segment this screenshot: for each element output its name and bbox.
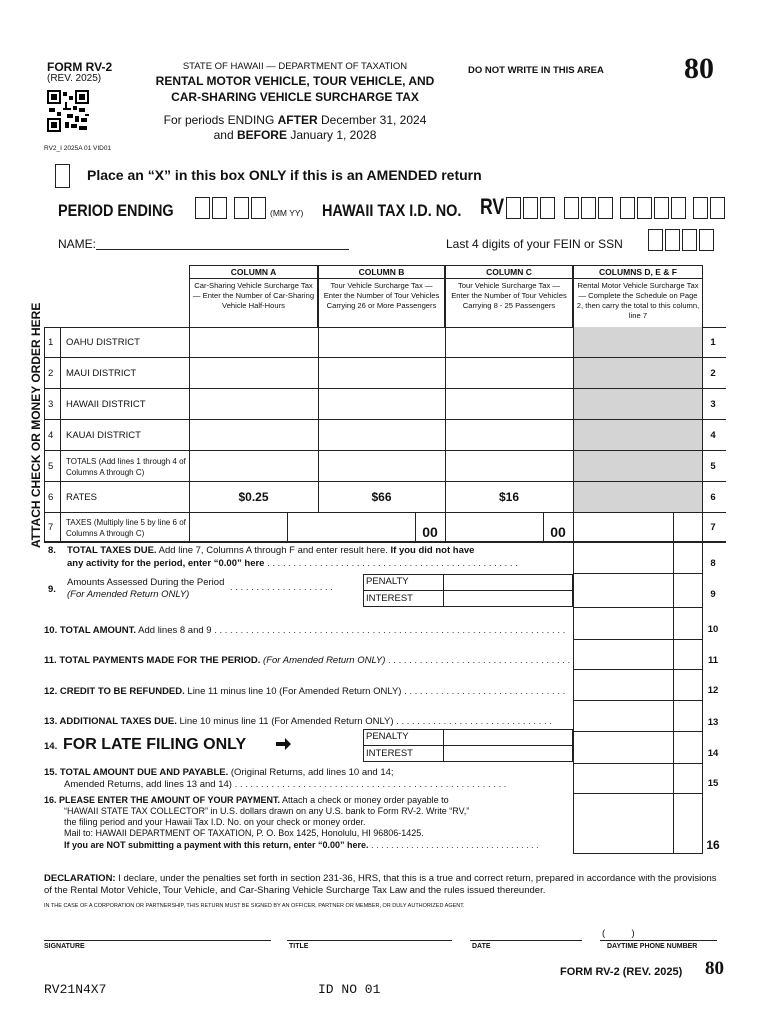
- right-num-6: 6: [710, 492, 716, 503]
- line-16-text2: “HAWAII STATE TAX COLLECTOR” in U.S. dollars drawn on any U.S. bank to Form RV-2. Write “RV,”: [64, 806, 470, 816]
- line-5-number: 5: [48, 461, 54, 472]
- name-label: NAME:: [58, 237, 97, 251]
- arrow-right-icon: [276, 737, 292, 756]
- right-num-3: 3: [710, 399, 716, 410]
- line-2-label: MAUI DISTRICT: [66, 368, 137, 379]
- signing-authority-note: IN THE CASE OF A CORPORATION OR PARTNERSHIP, THIS RETURN MUST BE SIGNED BY AN OFFICER, PARTNER OR MEMBER, OR DULY AUTHORIZED AGENT.: [44, 903, 465, 909]
- period-year-field[interactable]: [234, 197, 268, 219]
- right-num-12: 12: [707, 685, 719, 696]
- period-range-line2: and BEFORE January 1, 2028: [213, 128, 377, 142]
- line-8-text: TOTAL TAXES DUE. Add line 7, Columns A through F and enter result here. If you did not have: [67, 545, 475, 556]
- amended-checkbox[interactable]: [55, 164, 70, 188]
- signature-label: SIGNATURE: [44, 943, 85, 950]
- form-name: FORM RV-2: [47, 60, 113, 74]
- right-num-10: 10: [707, 624, 719, 635]
- line-8-number: 8.: [48, 545, 56, 556]
- line-9-number: 9.: [48, 584, 56, 595]
- line-15-text: 15. TOTAL AMOUNT DUE AND PAYABLE. (Original Returns, add lines 10 and 14;: [44, 767, 394, 778]
- footer-scan-code: RV21N4X7: [44, 982, 107, 997]
- line-14-penalty-label: PENALTY: [366, 731, 409, 742]
- line-7-col-def-cents[interactable]: [673, 512, 703, 542]
- form-revision: (REV. 2025): [47, 73, 102, 84]
- right-num-9: 9: [710, 589, 716, 600]
- date-field[interactable]: [470, 940, 582, 941]
- column-a-header: COLUMN A Car-Sharing Vehicle Surcharge Tax — Enter the Number of Car-Sharing Vehicle Half-Hours: [189, 265, 318, 328]
- line-9-penalty-label: PENALTY: [366, 576, 409, 587]
- line-9-interest-label: INTEREST: [366, 593, 413, 604]
- name-input[interactable]: [96, 249, 349, 250]
- right-num-14: 14: [707, 748, 719, 759]
- line-1-number: 1: [48, 337, 54, 348]
- line-13-text: 13. ADDITIONAL TAXES DUE. Line 10 minus line 11 (For Amended Return ONLY) . . . . . . . . . . . . . . . . . . . . . . . . . . . . . .: [44, 716, 552, 727]
- phone-field[interactable]: [600, 940, 717, 941]
- line-7-number: 7: [48, 522, 54, 533]
- rate-column-a: $0.25: [238, 490, 269, 504]
- right-num-13: 13: [707, 717, 719, 728]
- tax-id-group3[interactable]: [620, 197, 688, 219]
- right-num-15: 15: [707, 778, 719, 789]
- right-num-2: 2: [710, 368, 716, 379]
- column-def-header: COLUMNS D, E & F Rental Motor Vehicle Surcharge Tax— Complete the Schedule on Page 2, then carry the total to this column, line 7: [573, 265, 703, 328]
- line-3-number: 3: [48, 399, 54, 410]
- agency-name: STATE OF HAWAII — DEPARTMENT OF TAXATION: [182, 61, 408, 72]
- qr-code-icon: [47, 90, 89, 132]
- title-field[interactable]: [287, 940, 452, 941]
- line-16-text: 16. PLEASE ENTER THE AMOUNT OF YOUR PAYMENT. Attach a check or money order payable to: [44, 795, 449, 805]
- tax-id-group1[interactable]: [506, 197, 557, 219]
- rate-column-b: $66: [371, 490, 392, 504]
- right-num-5: 5: [710, 461, 716, 472]
- tax-id-label: HAWAII TAX I.D. NO.: [322, 201, 462, 220]
- form-title-line2: CAR-SHARING VEHICLE SURCHARGE TAX: [171, 90, 419, 104]
- column-b-header: COLUMN B Tour Vehicle Surcharge Tax — Enter the Number of Tour Vehicles Carrying 26 or More Passengers: [318, 265, 445, 328]
- line-14-interest-label: INTEREST: [366, 748, 413, 759]
- right-num-11: 11: [707, 655, 719, 666]
- title-label: TITLE: [289, 943, 309, 950]
- right-num-4: 4: [710, 430, 716, 441]
- line-2-number: 2: [48, 368, 54, 379]
- line-16-text5: If you are NOT submitting a payment with this return, enter “0.00” here. . . . . . . . . . . . . . . . . . . . . . . . . . . . . . . . . . .: [64, 840, 539, 850]
- do-not-write-label: DO NOT WRITE IN THIS AREA: [468, 65, 604, 76]
- amended-label: Place an “X” in this box ONLY if this is an AMENDED return: [87, 167, 482, 183]
- line-7-col-def-dollars[interactable]: [573, 512, 673, 542]
- line-16-text4: Mail to: HAWAII DEPARTMENT OF TAXATION, P. O. Box 1425, Honolulu, HI 96806-1425.: [64, 828, 424, 838]
- declaration-text: DECLARATION: I declare, under the penalties set forth in section 231-36, HRS, that this is a true and correct return, prepared in accordance with the provisions of the Rental Motor Vehicle, Tour Vehicle, and Car-Sharing Vehicle Surcharge Tax Law and the rules issued thereunder.: [44, 873, 717, 896]
- line-6-label: RATES: [66, 492, 97, 503]
- form-code: RV2_I 2025A 01 VID01: [44, 145, 112, 152]
- phone-label: DAYTIME PHONE NUMBER: [607, 943, 698, 950]
- line-4-number: 4: [48, 430, 54, 441]
- form-title-line1: RENTAL MOTOR VEHICLE, TOUR VEHICLE, AND: [155, 74, 435, 88]
- period-range-line1: For periods ENDING AFTER December 31, 2024: [163, 113, 427, 127]
- line-1-label: OAHU DISTRICT: [66, 337, 140, 348]
- footer-form-name: FORM RV-2 (REV. 2025): [560, 966, 683, 978]
- line-5-label: TOTALS (Add lines 1 through 4 of Columns A through C): [66, 457, 186, 477]
- fein-label: Last 4 digits of your FEIN or SSN: [446, 237, 623, 251]
- line-7-col-b-dollars[interactable]: [287, 512, 415, 542]
- line-7-col-c-dollars[interactable]: [445, 512, 543, 542]
- fein-field[interactable]: [648, 229, 716, 251]
- line-7-col-b-cents-value: 00: [422, 524, 438, 540]
- phone-area-code: ( ): [602, 928, 635, 939]
- right-num-16: 16: [706, 838, 720, 852]
- line-14-text: FOR LATE FILING ONLY: [63, 736, 247, 753]
- answer-column: [573, 542, 703, 854]
- period-month-field[interactable]: [195, 197, 229, 219]
- attach-payment-note: ATTACH CHECK OR MONEY ORDER HERE: [29, 302, 43, 548]
- right-num-1: 1: [710, 337, 716, 348]
- line-3-label: HAWAII DISTRICT: [66, 399, 146, 410]
- tax-id-prefix: RV: [480, 194, 505, 219]
- line-7-label: TAXES (Multiply line 5 by line 6 of Columns A through C): [66, 518, 186, 538]
- page-number: 80: [684, 52, 714, 85]
- line-7-col-a-dollars[interactable]: [189, 512, 287, 542]
- right-num-8: 8: [710, 558, 716, 569]
- line-9-text: Amounts Assessed During the Period: [67, 577, 225, 588]
- period-ending-label: PERIOD ENDING: [58, 201, 174, 220]
- line-8-text2: any activity for the period, enter “0.00” here . . . . . . . . . . . . . . . . . . . . . . . . . . . . . . . . . . . . . . . . . . . . . . . .: [67, 558, 518, 569]
- line-7-col-c-cents-value: 00: [550, 524, 566, 540]
- line-11-text: 11. TOTAL PAYMENTS MADE FOR THE PERIOD. (For Amended Return ONLY) . . . . . . . . . . . . . . . . . . . . . . . . . . . . . . . . . . .: [44, 655, 570, 666]
- footer-page-number: 80: [705, 958, 724, 979]
- footer-id-number: ID NO 01: [318, 982, 381, 997]
- period-format-hint: (MM YY): [270, 208, 304, 218]
- line-9-subtext: (For Amended Return ONLY): [67, 589, 190, 600]
- line-16-text3: the filing period and your Hawaii Tax I.D. No. on your check or money order.: [64, 817, 366, 827]
- line-6-number: 6: [48, 492, 54, 503]
- rate-column-c: $16: [498, 490, 520, 504]
- line-12-text: 12. CREDIT TO BE REFUNDED. Line 11 minus line 10 (For Amended Return ONLY) . . . . . . . . . . . . . . . . . . . . . . . . . . . . . . .: [44, 686, 566, 697]
- line-10-text: 10. TOTAL AMOUNT. Add lines 8 and 9 . . . . . . . . . . . . . . . . . . . . . . . . . . . . . . . . . . . . . . . . . . . . . . . . . . . . . . . . . . . . . . . . . . .: [44, 625, 566, 636]
- tax-id-group4[interactable]: [693, 197, 727, 219]
- line-14-number: 14.: [44, 741, 58, 752]
- line-4-label: KAUAI DISTRICT: [66, 430, 141, 441]
- signature-field[interactable]: [44, 940, 271, 941]
- right-num-7: 7: [710, 522, 716, 533]
- column-c-header: COLUMN C Tour Vehicle Surcharge Tax — Enter the Number of Tour Vehicles Carrying 8 - 25 Passengers: [445, 265, 573, 328]
- tax-id-group2[interactable]: [564, 197, 615, 219]
- date-label: DATE: [472, 943, 491, 950]
- line-9-dots: . . . . . . . . . . . . . . . . . . . .: [230, 582, 333, 593]
- line-15-text2: Amended Returns, add lines 13 and 14) . . . . . . . . . . . . . . . . . . . . . . . . . . . . . . . . . . . . . . . . . . . . . . . . . . . .: [64, 779, 507, 790]
